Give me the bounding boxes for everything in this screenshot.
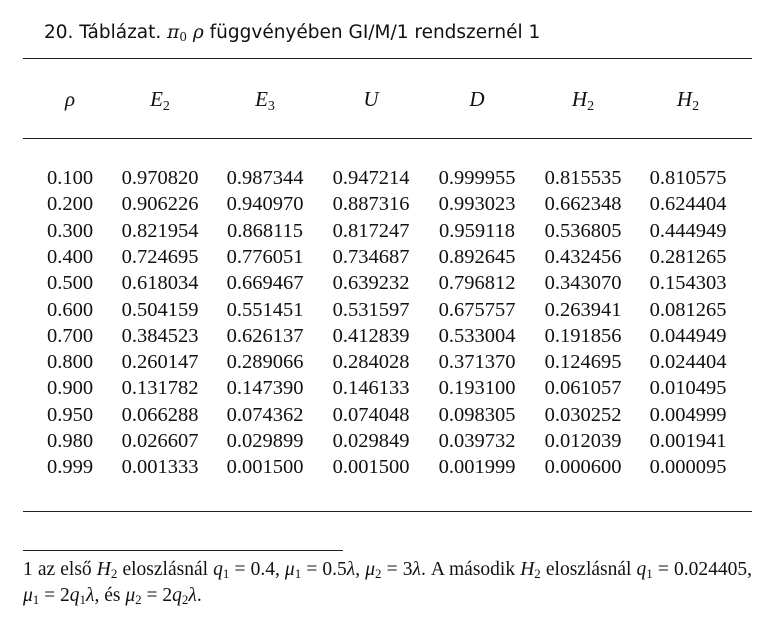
table-row <box>23 375 752 401</box>
footnote: 1 az első $H_2$ eloszlásnál $q_1 = 0.4$, $\mu_1 = 0.5\lambda$, $\mu_2 = 3\lambda$. A második $H_2$ eloszlásnál $q_1 = 0.024405$, $\mu_1 = 2q_1\lambda$, és $\mu_2 = 2q_2\lambda$. <box>23 559 752 607</box>
cell-u: 0.146133 <box>332 377 410 400</box>
column-header-e3: $E_3$ <box>255 87 275 114</box>
cell-rho: 0.999 <box>46 456 94 479</box>
cell-e2: 0.026607 <box>121 430 199 452</box>
cell-u: 0.412839 <box>332 324 410 347</box>
cell-d: 0.999955 <box>438 167 516 189</box>
table-row <box>23 454 752 480</box>
cell-e2: 0.906226 <box>121 193 199 216</box>
cell-u: 0.029849 <box>332 430 410 452</box>
cell-h2-first: 0.124695 <box>544 351 622 374</box>
table-row <box>23 244 752 270</box>
cell-e3: 0.776051 <box>226 245 304 268</box>
table-row <box>23 402 752 428</box>
cell-h2-first: 0.030252 <box>544 403 622 426</box>
cell-h2-first: 0.432456 <box>544 245 622 268</box>
cell-e3: 0.551451 <box>226 298 304 321</box>
cell-rho: 0.100 <box>46 167 94 189</box>
cell-h2-second: 0.810575 <box>649 167 727 189</box>
table-row <box>23 270 752 296</box>
cell-u: 0.531597 <box>332 298 410 321</box>
caption-prefix: 20. Táblázat. <box>44 22 162 43</box>
cell-d: 0.371370 <box>438 351 516 374</box>
table-row <box>23 297 752 323</box>
cell-h2-first: 0.263941 <box>544 298 622 321</box>
column-header-rho: ρ <box>64 87 76 111</box>
table-row <box>23 428 752 454</box>
table-bottom-rule <box>23 511 752 512</box>
cell-u: 0.639232 <box>332 272 410 295</box>
table-row <box>23 165 752 191</box>
table-row <box>23 323 752 349</box>
table-row <box>23 349 752 375</box>
cell-rho: 0.700 <box>46 324 94 347</box>
caption-suffix: függvényében GI/M/1 rendszernél 1 <box>209 22 541 43</box>
cell-rho: 0.900 <box>46 377 94 400</box>
caption-pi-symbol: $\pi_0$ <box>167 22 187 44</box>
cell-u: 0.284028 <box>332 351 410 374</box>
cell-h2-second: 0.281265 <box>649 245 727 268</box>
cell-h2-second: 0.044949 <box>649 324 727 347</box>
cell-h2-first: 0.012039 <box>544 430 622 452</box>
cell-rho: 0.800 <box>46 351 94 374</box>
cell-h2-first: 0.000600 <box>544 456 622 479</box>
cell-rho: 0.500 <box>46 272 94 295</box>
cell-e3: 0.940970 <box>226 193 304 216</box>
cell-e3: 0.074362 <box>226 403 304 426</box>
cell-h2-second: 0.004999 <box>649 403 727 426</box>
cell-e2: 0.260147 <box>121 351 199 374</box>
table-caption <box>44 20 540 46</box>
cell-d: 0.039732 <box>438 430 516 452</box>
cell-h2-second: 0.081265 <box>649 298 727 321</box>
cell-h2-first: 0.061057 <box>544 377 622 400</box>
cell-h2-first: 0.343070 <box>544 272 622 295</box>
cell-e3: 0.001500 <box>226 456 304 479</box>
cell-u: 0.947214 <box>332 167 410 189</box>
cell-h2-second: 0.001941 <box>649 430 727 452</box>
cell-e2: 0.131782 <box>121 377 199 400</box>
cell-d: 0.993023 <box>438 193 516 216</box>
cell-h2-first: 0.662348 <box>544 193 622 216</box>
cell-e3: 0.868115 <box>226 219 304 242</box>
cell-u: 0.887316 <box>332 193 410 216</box>
cell-h2-first: 0.815535 <box>544 167 622 189</box>
cell-d: 0.193100 <box>438 377 516 400</box>
cell-d: 0.892645 <box>438 245 516 268</box>
cell-d: 0.796812 <box>438 272 516 295</box>
caption-rho-symbol: ρ <box>192 22 204 43</box>
cell-e2: 0.724695 <box>121 245 199 268</box>
cell-e2: 0.001333 <box>121 456 199 479</box>
cell-e3: 0.669467 <box>226 272 304 295</box>
cell-rho: 0.950 <box>46 403 94 426</box>
cell-d: 0.675757 <box>438 298 516 321</box>
cell-h2-first: 0.536805 <box>544 219 622 242</box>
cell-rho: 0.600 <box>46 298 94 321</box>
cell-d: 0.533004 <box>438 324 516 347</box>
cell-h2-second: 0.154303 <box>649 272 727 295</box>
cell-h2-second: 0.010495 <box>649 377 727 400</box>
cell-u: 0.001500 <box>332 456 410 479</box>
cell-rho: 0.400 <box>46 245 94 268</box>
column-header-h2-first: $H_2$ <box>571 87 595 114</box>
cell-h2-first: 0.191856 <box>544 324 622 347</box>
cell-e3: 0.987344 <box>226 167 304 189</box>
cell-d: 0.098305 <box>438 403 516 426</box>
cell-e3: 0.626137 <box>226 324 304 347</box>
column-header-u: U <box>363 87 379 111</box>
cell-u: 0.734687 <box>332 245 410 268</box>
cell-d: 0.959118 <box>438 219 516 242</box>
cell-e2: 0.384523 <box>121 324 199 347</box>
table-row <box>23 191 752 217</box>
cell-e3: 0.289066 <box>226 351 304 374</box>
cell-u: 0.817247 <box>332 219 410 242</box>
cell-e3: 0.029899 <box>226 430 304 452</box>
column-header-e2: $E_2$ <box>150 87 170 114</box>
cell-e2: 0.066288 <box>121 403 199 426</box>
cell-e2: 0.504159 <box>121 298 199 321</box>
cell-rho: 0.980 <box>46 430 94 452</box>
cell-e2: 0.970820 <box>121 167 199 189</box>
column-header-d: D <box>469 87 485 111</box>
cell-e3: 0.147390 <box>226 377 304 400</box>
table-header-rule <box>23 138 752 139</box>
table-top-rule <box>23 58 752 59</box>
cell-u: 0.074048 <box>332 403 410 426</box>
cell-h2-second: 0.444949 <box>649 219 727 242</box>
cell-h2-second: 0.024404 <box>649 351 727 374</box>
footnote-rule <box>23 550 343 551</box>
cell-h2-second: 0.624404 <box>649 193 727 216</box>
cell-d: 0.001999 <box>438 456 516 479</box>
cell-rho: 0.300 <box>46 219 94 242</box>
cell-e2: 0.618034 <box>121 272 199 295</box>
cell-rho: 0.200 <box>46 193 94 216</box>
cell-h2-second: 0.000095 <box>649 456 727 479</box>
table-row <box>23 218 752 244</box>
column-header-h2-second: $H_2$ <box>676 87 700 114</box>
cell-e2: 0.821954 <box>121 219 199 242</box>
